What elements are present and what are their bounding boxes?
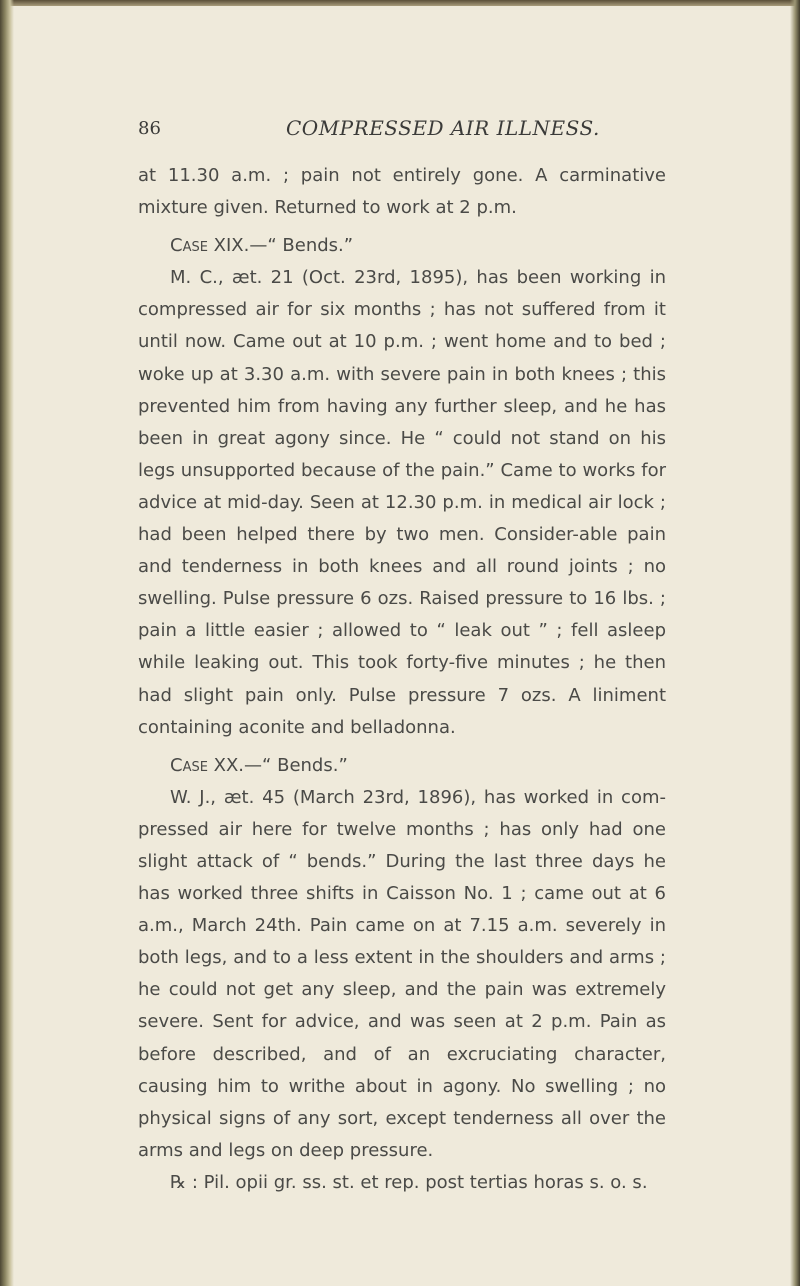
paragraph-continuation: at 11.30 a.m. ; pain not entirely gone. A carminative mixture given. Returned to work at 2 p.m.: [138, 165, 666, 219]
running-title: COMPRESSED AIR ILLNESS.: [286, 116, 600, 140]
case-heading-xix: [138, 230, 666, 262]
prescription-line: ℞ : Pil. opii gr. ss. st. et rep. post tertias horas s. o. s.: [170, 1171, 648, 1193]
page-header: [138, 116, 658, 144]
case-label: Case XX.: [170, 754, 245, 776]
case-label: Case XIX.: [170, 235, 250, 257]
page-number: 86: [138, 118, 161, 139]
case-xx-body: W. J., æt. 45 (March 23rd, 1896), has worked in com-pressed air here for twelve months ; has only had one slight attack of “ bends.” During the last three days he has worked three shifts in Caisson No. 1 ; came out at 6 a.m., March 24th. Pain came on at 7.15 a.m. severely in both legs, and to a less extent in the shoulders and arms ; he could not get any sleep, and the pain was extremely severe. Sent for advice, and was seen at 2 p.m. Pain as before described, and of an excruciating character, causing him to writhe about in agony. No swelling ; no physical signs of any sort, except tenderness all over the arms and legs on deep pressure.: [138, 786, 666, 1161]
page-right-edge: [790, 0, 800, 1286]
case-heading-text: —“ Bends.”: [249, 235, 354, 257]
case-xix-body: M. C., æt. 21 (Oct. 23rd, 1895), has been working in compressed air for six months ; has not suffered from it until now. Came out at 10 p.m. ; went home and to bed ; woke up at 3.30 a.m. with severe pain in both knees ; this prevented him from having any further sleep, and he has been in great agony since. He “ could not stand on his legs unsupported because of the pain.” Came to works for advice at mid-day. Seen at 12.30 p.m. in medical air lock ; had been helped there by two men. Consider-able pain and tenderness in both knees and all round joints ; no swelling. Pulse pressure 6 ozs. Raised pressure to 16 lbs. ; pain a little easier ; allowed to “ leak out ” ; fell asleep while leaking out. This took forty-five minutes ; he then had slight pain only. Pulse pressure 7 ozs. A liniment containing aconite and belladonna.: [138, 267, 666, 738]
page-left-edge: [0, 0, 14, 1286]
case-heading-xx: [138, 750, 666, 782]
page-top-edge: [0, 0, 800, 6]
case-heading-text: —“ Bends.”: [244, 754, 348, 776]
page-body: [138, 160, 666, 1199]
